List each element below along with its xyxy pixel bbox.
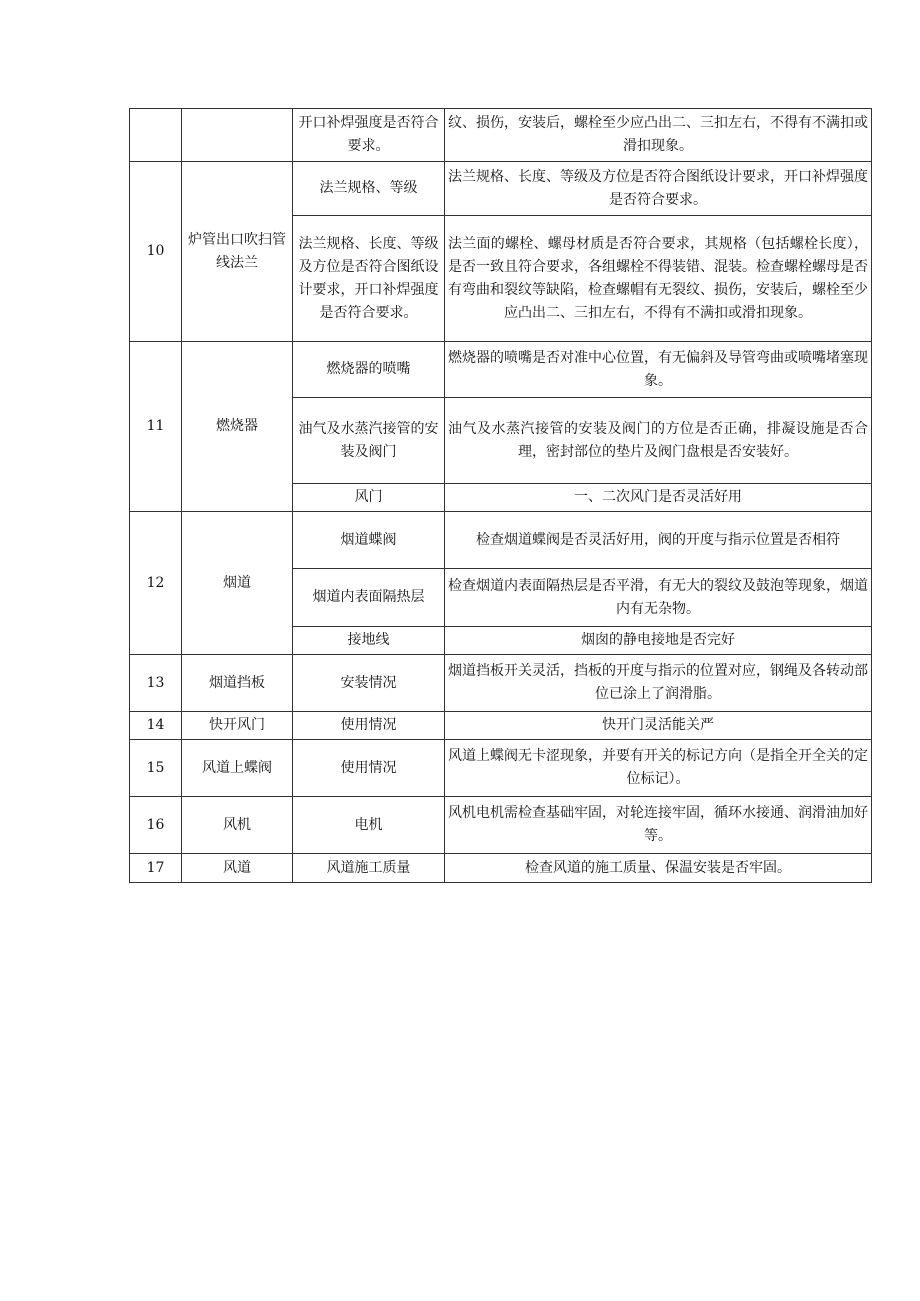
part-cell: 风道上蝶阀 [182,740,293,797]
item-cell: 燃烧器的喷嘴 [293,342,445,398]
description-cell: 烟囱的静电接地是否完好 [445,627,872,655]
description-cell: 检查烟道蝶阀是否灵活好用，阀的开度与指示位置是否相符 [445,512,872,569]
description-cell: 法兰面的螺栓、螺母材质是否符合要求，其规格（包括螺栓长度），是否一致且符合要求，各组螺栓不得装错、混装。检查螺栓螺母是否有弯曲和裂纹等缺陷，检查螺帽有无裂纹、损伤，安装后，螺栓至少应凸出二、三扣左右，不得有不满扣或滑扣现象。 [445,216,872,342]
description-cell: 快开门灵活能关严 [445,712,872,740]
description-cell: 烟道挡板开关灵活，挡板的开度与指示的位置对应，钢绳及各转动部位已涂上了润滑脂。 [445,655,872,712]
description-cell: 风机电机需检查基础牢固，对轮连接牢固，循环水接通、润滑油加好等。 [445,797,872,854]
table-row [130,109,872,162]
part-cell: 烟道 [182,512,293,655]
table-row [130,512,872,569]
item-cell: 使用情况 [293,740,445,797]
description-cell: 纹、损伤，安装后，螺栓至少应凸出二、三扣左右，不得有不满扣或滑扣现象。 [445,109,872,162]
part-cell: 风机 [182,797,293,854]
description-cell: 检查烟道内表面隔热层是否平滑，有无大的裂纹及鼓泡等现象，烟道内有无杂物。 [445,569,872,627]
row-number-cell: 16 [130,797,182,854]
description-cell: 法兰规格、长度、等级及方位是否符合图纸设计要求，开口补焊强度是否符合要求。 [445,162,872,216]
table-row [130,712,872,740]
item-cell: 法兰规格、等级 [293,162,445,216]
table-row [130,740,872,797]
part-cell: 燃烧器 [182,342,293,512]
description-cell: 风道上蝶阀无卡涩现象，并要有开关的标记方向（是指全开全关的定位标记）。 [445,740,872,797]
row-number-cell: 11 [130,342,182,512]
part-cell [182,109,293,162]
part-cell: 快开风门 [182,712,293,740]
table-row [130,342,872,398]
description-cell: 检查风道的施工质量、保温安装是否牢固。 [445,854,872,883]
row-number-cell: 13 [130,655,182,712]
row-number-cell: 17 [130,854,182,883]
part-cell: 烟道挡板 [182,655,293,712]
part-cell: 炉管出口吹扫管线法兰 [182,162,293,342]
item-cell: 油气及水蒸汽接管的安装及阀门 [293,398,445,484]
description-cell: 一、二次风门是否灵活好用 [445,484,872,512]
table-row [130,797,872,854]
row-number-cell: 12 [130,512,182,655]
row-number-cell: 15 [130,740,182,797]
table-row [130,854,872,883]
item-cell: 风门 [293,484,445,512]
item-cell: 烟道内表面隔热层 [293,569,445,627]
part-cell: 风道 [182,854,293,883]
row-number-cell: 14 [130,712,182,740]
table-row [130,162,872,216]
inspection-table [129,108,872,883]
item-cell: 安装情况 [293,655,445,712]
item-cell: 电机 [293,797,445,854]
description-cell: 油气及水蒸汽接管的安装及阀门的方位是否正确，排凝设施是否合理，密封部位的垫片及阀门盘根是否安装好。 [445,398,872,484]
item-cell: 接地线 [293,627,445,655]
description-cell: 燃烧器的喷嘴是否对准中心位置，有无偏斜及导管弯曲或喷嘴堵塞现象。 [445,342,872,398]
item-cell: 开口补焊强度是否符合要求。 [293,109,445,162]
item-cell: 风道施工质量 [293,854,445,883]
row-number-cell: 10 [130,162,182,342]
item-cell: 使用情况 [293,712,445,740]
item-cell: 烟道蝶阀 [293,512,445,569]
row-number-cell [130,109,182,162]
table-row [130,655,872,712]
item-cell: 法兰规格、长度、等级及方位是否符合图纸设计要求，开口补焊强度是否符合要求。 [293,216,445,342]
